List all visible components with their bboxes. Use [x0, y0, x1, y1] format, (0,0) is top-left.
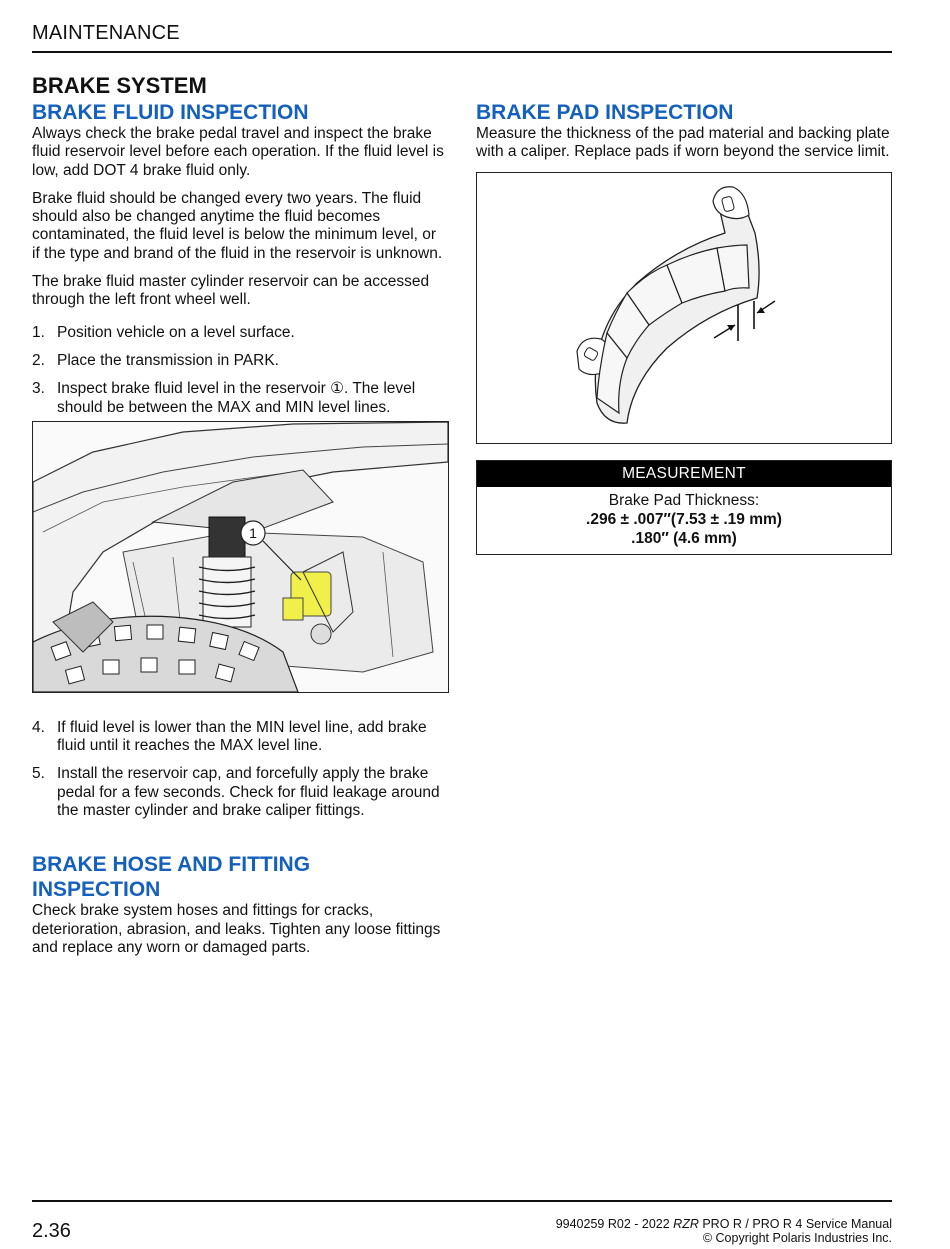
figure-callout-1: 1: [249, 524, 257, 541]
footer-rule: [32, 1200, 892, 1202]
fluid-paragraph-1: Always check the brake pedal travel and inspect the brake fluid reservoir level before each operation. If the fluid level is low, add DOT 4 brake fluid only.: [32, 125, 444, 179]
header-rule: [32, 51, 892, 53]
fluid-paragraph-3: The brake fluid master cylinder reservoir can be accessed through the left front wheel well.: [32, 273, 430, 309]
brake-pad-illustration: [477, 173, 891, 443]
right-column: [476, 100, 892, 555]
pad-paragraph: Measure the thickness of the pad material and backing plate with a caliper. Replace pads if worn beyond the service limit.: [476, 125, 890, 161]
reservoir-illustration: [33, 422, 448, 692]
measurement-value-1: .296 ± .007″(7.53 ± .19 mm): [586, 510, 782, 528]
fluid-paragraph-2: Brake fluid should be changed every two years. The fluid should also be changed anytime the fluid becomes contaminated, the fluid level is below the minimum level, or if the type and brand of the fluid in the reservoir is unknown.: [32, 189, 443, 262]
measurement-header: MEASUREMENT: [477, 460, 892, 487]
step-5: 5. Install the reservoir cap, and forcefully apply the brake pedal for a few seconds. Check for fluid leakage around the master cylinder and brake caliper fittings.: [32, 765, 440, 820]
step-4: 4. If fluid level is lower than the MIN level line, add brake fluid until it reaches the MAX level line.: [32, 718, 427, 755]
fluid-heading: BRAKE FLUID INSPECTION: [32, 101, 309, 124]
measurement-table: [476, 460, 892, 555]
step-2: 2. Place the transmission in PARK.: [32, 351, 279, 369]
measurement-label: Brake Pad Thickness:: [608, 491, 760, 509]
reservoir-figure: [32, 421, 449, 693]
brake-pad-figure: [476, 172, 892, 444]
left-column: [32, 72, 448, 967]
copyright: © Copyright Polaris Industries Inc.: [702, 1231, 892, 1245]
section-title: BRAKE SYSTEM: [32, 73, 207, 98]
fluid-steps-b: [32, 719, 448, 820]
measurement-cell: [477, 487, 892, 555]
step-3: 3. Inspect brake fluid level in the reservoir ①. The level should be between the MAX and MIN level lines.: [32, 380, 416, 416]
fluid-steps-a: [32, 324, 448, 417]
page-number: 2.36: [32, 1220, 71, 1242]
measurement-value-2: .180″ (4.6 mm): [631, 529, 737, 547]
pad-heading: BRAKE PAD INSPECTION: [476, 101, 734, 124]
step-1: 1. Position vehicle on a level surface.: [32, 323, 295, 341]
hose-paragraph: Check brake system hoses and fittings for cracks, deterioration, abrasion, and leaks. Tighten any loose fittings and replace any worn or damaged parts.: [32, 902, 441, 956]
manual-title: 9940259 R02 - 2022 RZR PRO R / PRO R 4 Service Manual: [555, 1217, 892, 1231]
hose-heading: BRAKE HOSE AND FITTING INSPECTION: [32, 853, 311, 902]
manual-info: [556, 1217, 892, 1245]
running-header: MAINTENANCE: [32, 22, 180, 44]
